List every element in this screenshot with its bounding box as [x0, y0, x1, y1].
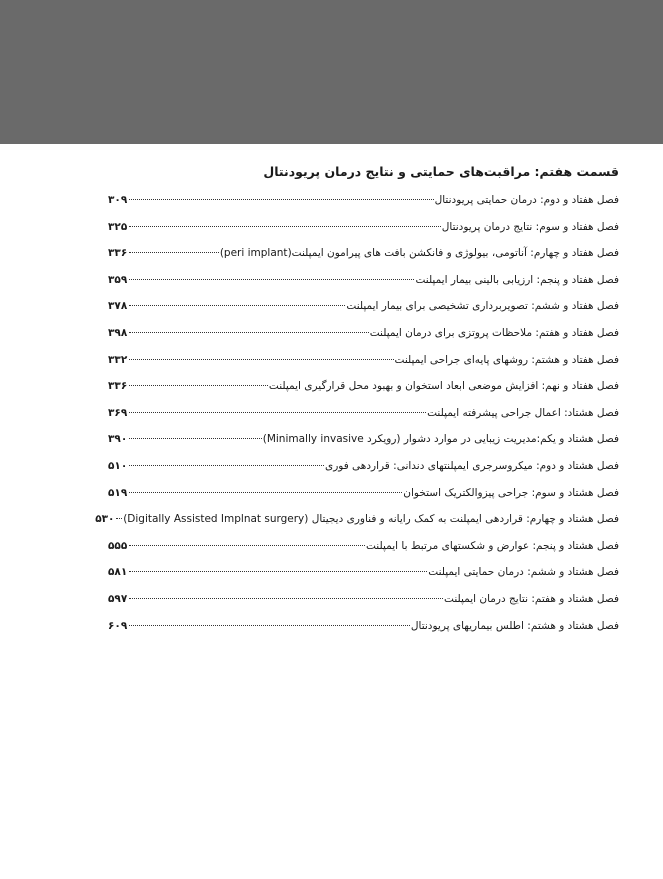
dot-leader — [129, 226, 441, 227]
header-band — [0, 0, 663, 144]
toc-entry[interactable] — [108, 403, 619, 430]
toc-entry[interactable] — [108, 483, 619, 510]
toc-entry-page-number: ۳۲۵ — [108, 220, 128, 233]
toc-entry[interactable] — [108, 296, 619, 323]
toc-entry[interactable] — [108, 270, 619, 297]
toc-entry[interactable] — [108, 429, 619, 456]
dot-leader — [129, 252, 219, 253]
section-title: قسمت هفتم: مراقبت‌های حمایتی و نتایج درمان پریودنتال — [263, 164, 619, 179]
toc-entry[interactable] — [95, 509, 619, 536]
toc-entry-page-number: ۵۱۰ — [108, 459, 128, 472]
toc-entry-page-number: ۳۰۹ — [108, 194, 128, 206]
toc-entry-title: فصل هفتاد و هشتم: روشهای پایه‌ای جراحی ایمپلنت — [394, 353, 619, 366]
toc-entry-title: فصل هشتاد: اعمال جراحی پیشرفته ایمپلنت — [427, 406, 619, 419]
toc-entry-title: فصل هشتاد و دوم: میکروسرجری ایمپلنتهای دندانی: قراردهی فوری — [324, 459, 619, 472]
toc-entry-page-number: ۳۳۶ — [108, 380, 128, 393]
toc-entry-title: فصل هشتاد و سوم: جراحی پیزوالکتریک استخوان — [403, 486, 619, 499]
toc-entry-list — [95, 190, 619, 642]
dot-leader — [129, 545, 365, 546]
toc-entry-page-number: ۵۸۱ — [108, 566, 128, 579]
toc-entry-page-number: ۳۷۸ — [108, 300, 128, 313]
dot-leader — [129, 279, 414, 280]
dot-leader — [129, 625, 410, 626]
dot-leader — [129, 332, 369, 333]
toc-entry-page-number: ۳۹۸ — [108, 326, 128, 339]
toc-entry-title: فصل هفتاد و هفتم: ملاحظات پروتزی برای درمان ایمپلنت — [369, 326, 619, 339]
toc-entry-page-number: ۳۶۹ — [108, 406, 128, 419]
dot-leader — [129, 465, 324, 466]
toc-entry-title: فصل هفتاد و نهم: افزایش موضعی ابعاد استخوان و بهبود محل قرارگیری ایمپلنت — [268, 380, 619, 393]
toc-entry-title: فصل هشتاد و پنجم: عوارض و شکستهای مرتبط با ایمپلنت — [366, 539, 619, 552]
dot-leader — [129, 359, 394, 360]
toc-entry-page-number: ۵۵۵ — [108, 539, 128, 552]
toc-entry-page-number: ۶۰۹ — [108, 619, 128, 632]
dot-leader — [129, 492, 402, 493]
toc-entry[interactable] — [108, 217, 619, 244]
toc-entry-page-number: ۳۳۶ — [108, 247, 128, 260]
toc-entry-title: فصل هفتاد و پنجم: ارزیابی بالینی بیمار ایمپلنت — [415, 273, 619, 286]
toc-entry-page-number: ۵۹۷ — [108, 592, 128, 605]
toc-entry[interactable] — [108, 350, 619, 377]
toc-entry-title: فصل هفتاد و دوم: درمان حمایتی پریودنتال — [434, 194, 619, 206]
toc-entry[interactable] — [108, 562, 619, 589]
toc-entry-title: فصل هشتاد و یکم:مدیریت زیبایی در موارد دشوار (رویکرد Minimally invasive) — [262, 433, 619, 446]
dot-leader — [129, 438, 262, 439]
table-of-contents — [95, 160, 619, 642]
toc-entry-title: فصل هشتاد و ششم: درمان حمایتی ایمپلنت — [428, 566, 619, 579]
toc-entry[interactable] — [108, 589, 619, 616]
toc-entry-page-number: ۵۱۹ — [108, 486, 128, 499]
toc-entry[interactable] — [108, 190, 619, 217]
toc-entry-title: فصل هشتاد و چهارم: قراردهی ایمپلنت به کمک رایانه و فناوری دیجیتال (Digitally Assisted Implnat surgery) — [123, 513, 619, 526]
toc-entry-page-number: ۳۳۲ — [108, 353, 128, 366]
toc-entry-title: فصل هشتاد و هشتم: اطلس بیماریهای پریودنتال — [410, 619, 619, 632]
toc-entry-page-number: ۳۵۹ — [108, 273, 128, 286]
dot-leader — [129, 598, 443, 599]
toc-entry[interactable] — [108, 323, 619, 350]
dot-leader — [129, 571, 427, 572]
toc-entry[interactable] — [108, 536, 619, 563]
toc-entry-page-number: ۵۳۰ — [95, 513, 115, 526]
toc-entry[interactable] — [108, 616, 619, 643]
toc-entry-title: فصل هفتاد و چهارم: آناتومی، بیولوژی و فانکشن بافت های پیرامون ایمپلنت(peri implant) — [219, 247, 619, 260]
toc-entry-title: فصل هفتاد و سوم: نتایج درمان پریودنتال — [441, 220, 619, 233]
toc-entry-title: فصل هشتاد و هفتم: نتایج درمان ایمپلنت — [444, 592, 619, 605]
toc-entry[interactable] — [108, 456, 619, 483]
dot-leader — [129, 199, 434, 200]
toc-entry-title: فصل هفتاد و ششم: تصویربرداری تشخیصی برای بیمار ایمپلنت — [346, 300, 619, 313]
toc-entry[interactable] — [108, 376, 619, 403]
dot-leader — [129, 412, 426, 413]
dot-leader — [116, 518, 122, 519]
dot-leader — [129, 385, 268, 386]
toc-entry[interactable] — [108, 243, 619, 270]
toc-entry-page-number: ۳۹۰ — [108, 433, 128, 446]
dot-leader — [129, 305, 345, 306]
